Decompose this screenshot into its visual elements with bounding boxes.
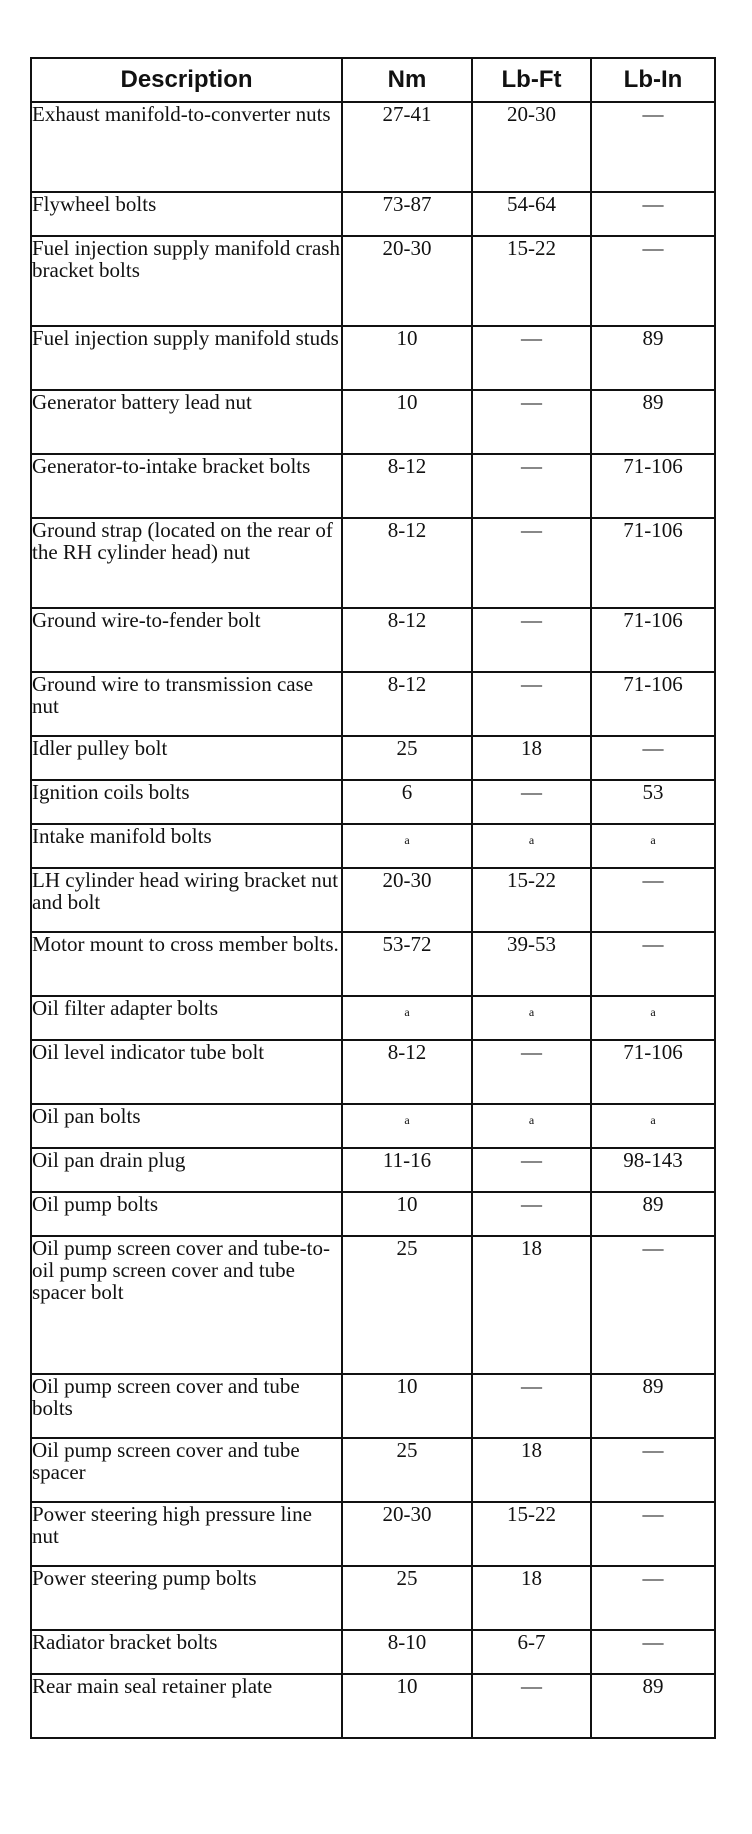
footnote-mark: a — [528, 1113, 535, 1127]
nm-cell: 10 — [342, 1374, 472, 1438]
description-cell: Power steering pump bolts — [31, 1566, 342, 1630]
table-row — [31, 518, 715, 608]
description-cell: Oil pump screen cover and tube bolts — [31, 1374, 342, 1438]
nm-cell: 25 — [342, 1566, 472, 1630]
description-cell: Oil filter adapter bolts — [31, 996, 342, 1040]
description-cell: Oil pan drain plug — [31, 1148, 342, 1192]
description-cell: Ground wire-to-fender bolt — [31, 608, 342, 672]
nm-cell: 10 — [342, 326, 472, 390]
table-row — [31, 390, 715, 454]
nm-cell: 53-72 — [342, 932, 472, 996]
footnote-mark: a — [650, 1113, 656, 1127]
table-row — [31, 326, 715, 390]
table-row — [31, 672, 715, 736]
description-cell: Power steering high pressure line nut — [31, 1502, 342, 1566]
lbft-cell — [472, 1104, 591, 1148]
nm-cell: 20-30 — [342, 236, 472, 326]
nm-cell: 25 — [342, 1236, 472, 1374]
nm-cell: 10 — [342, 390, 472, 454]
lbin-cell: 89 — [591, 326, 715, 390]
lbin-cell: — — [591, 236, 715, 326]
lbin-cell: 71-106 — [591, 608, 715, 672]
nm-cell: 10 — [342, 1192, 472, 1236]
lbft-cell: 15-22 — [472, 236, 591, 326]
footnote-mark: a — [650, 833, 656, 847]
description-cell: Ground wire to transmission case nut — [31, 672, 342, 736]
table-row — [31, 1374, 715, 1438]
lbft-cell: 54-64 — [472, 192, 591, 236]
table-row — [31, 868, 715, 932]
lbin-cell: 89 — [591, 1674, 715, 1738]
table-row — [31, 1438, 715, 1502]
header-lbft: Lb-Ft — [472, 58, 591, 102]
description-cell: Ignition coils bolts — [31, 780, 342, 824]
lbft-cell: — — [472, 518, 591, 608]
table-row — [31, 1674, 715, 1738]
lbft-cell: — — [472, 1374, 591, 1438]
lbin-cell: — — [591, 868, 715, 932]
nm-cell: 8-12 — [342, 518, 472, 608]
lbft-cell: — — [472, 1148, 591, 1192]
nm-cell: 25 — [342, 1438, 472, 1502]
nm-cell: 8-10 — [342, 1630, 472, 1674]
nm-cell: 8-12 — [342, 608, 472, 672]
table-row — [31, 102, 715, 192]
description-cell: Generator battery lead nut — [31, 390, 342, 454]
lbin-cell: — — [591, 1566, 715, 1630]
lbft-cell: — — [472, 608, 591, 672]
footnote-mark: a — [404, 833, 410, 847]
table-row — [31, 1104, 715, 1148]
table-row — [31, 1040, 715, 1104]
nm-cell: 6 — [342, 780, 472, 824]
lbin-cell: 71-106 — [591, 518, 715, 608]
header-lbin: Lb-In — [591, 58, 715, 102]
lbft-cell: — — [472, 780, 591, 824]
description-cell: Oil pan bolts — [31, 1104, 342, 1148]
nm-cell: 10 — [342, 1674, 472, 1738]
nm-cell — [342, 824, 472, 868]
lbin-cell: — — [591, 932, 715, 996]
table-row — [31, 824, 715, 868]
table-row — [31, 932, 715, 996]
table-row — [31, 1148, 715, 1192]
description-cell: Idler pulley bolt — [31, 736, 342, 780]
lbft-cell: 6-7 — [472, 1630, 591, 1674]
lbin-cell: 98-143 — [591, 1148, 715, 1192]
lbft-cell: — — [472, 390, 591, 454]
description-cell: Exhaust manifold-to-converter nuts — [31, 102, 342, 192]
table-row — [31, 1630, 715, 1674]
lbft-cell: 15-22 — [472, 1502, 591, 1566]
nm-cell: 8-12 — [342, 454, 472, 518]
lbft-cell: 39-53 — [472, 932, 591, 996]
lbin-cell: — — [591, 736, 715, 780]
lbin-cell: 53 — [591, 780, 715, 824]
table-header-row — [31, 58, 715, 102]
lbin-cell: — — [591, 1236, 715, 1374]
lbin-cell: — — [591, 1438, 715, 1502]
table-row — [31, 236, 715, 326]
lbin-cell — [591, 996, 715, 1040]
description-cell: Fuel injection supply manifold crash bracket bolts — [31, 236, 342, 326]
nm-cell — [342, 996, 472, 1040]
table-row — [31, 608, 715, 672]
footnote-mark: a — [404, 1005, 410, 1019]
lbft-cell: 20-30 — [472, 102, 591, 192]
description-cell: Flywheel bolts — [31, 192, 342, 236]
table-row — [31, 1566, 715, 1630]
nm-cell: 27-41 — [342, 102, 472, 192]
lbft-cell: — — [472, 454, 591, 518]
description-cell: Ground strap (located on the rear of the RH cylinder head) nut — [31, 518, 342, 608]
torque-spec-table — [30, 57, 716, 1739]
table-body — [31, 102, 715, 1738]
lbin-cell: 89 — [591, 390, 715, 454]
nm-cell: 73-87 — [342, 192, 472, 236]
footnote-mark: a — [404, 1113, 410, 1127]
lbft-cell — [472, 824, 591, 868]
description-cell: Oil pump screen cover and tube spacer — [31, 1438, 342, 1502]
lbin-cell: — — [591, 1630, 715, 1674]
table-row — [31, 736, 715, 780]
lbin-cell: 89 — [591, 1374, 715, 1438]
table-row — [31, 1236, 715, 1374]
lbin-cell: — — [591, 192, 715, 236]
lbft-cell: — — [472, 1674, 591, 1738]
lbin-cell — [591, 824, 715, 868]
lbft-cell — [472, 996, 591, 1040]
nm-cell — [342, 1104, 472, 1148]
description-cell: Generator-to-intake bracket bolts — [31, 454, 342, 518]
table-row — [31, 1502, 715, 1566]
lbft-cell: 18 — [472, 1236, 591, 1374]
nm-cell: 25 — [342, 736, 472, 780]
lbin-cell: — — [591, 102, 715, 192]
description-cell: LH cylinder head wiring bracket nut and bolt — [31, 868, 342, 932]
description-cell: Intake manifold bolts — [31, 824, 342, 868]
lbft-cell: 18 — [472, 1438, 591, 1502]
table-row — [31, 996, 715, 1040]
description-cell: Rear main seal retainer plate — [31, 1674, 342, 1738]
lbft-cell: 18 — [472, 736, 591, 780]
footnote-mark: a — [528, 833, 535, 847]
lbin-cell: — — [591, 1502, 715, 1566]
lbin-cell: 71-106 — [591, 454, 715, 518]
lbft-cell: — — [472, 672, 591, 736]
lbin-cell — [591, 1104, 715, 1148]
nm-cell: 8-12 — [342, 672, 472, 736]
description-cell: Radiator bracket bolts — [31, 1630, 342, 1674]
lbft-cell: — — [472, 1040, 591, 1104]
table-row — [31, 1192, 715, 1236]
header-nm: Nm — [342, 58, 472, 102]
description-cell: Fuel injection supply manifold studs — [31, 326, 342, 390]
lbft-cell: — — [472, 1192, 591, 1236]
table-row — [31, 192, 715, 236]
description-cell: Oil pump bolts — [31, 1192, 342, 1236]
lbft-cell: — — [472, 326, 591, 390]
nm-cell: 11-16 — [342, 1148, 472, 1192]
nm-cell: 8-12 — [342, 1040, 472, 1104]
lbft-cell: 18 — [472, 1566, 591, 1630]
nm-cell: 20-30 — [342, 868, 472, 932]
lbin-cell: 71-106 — [591, 672, 715, 736]
nm-cell: 20-30 — [342, 1502, 472, 1566]
torque-spec-sheet — [30, 57, 714, 1739]
header-description: Description — [31, 58, 342, 102]
lbin-cell: 89 — [591, 1192, 715, 1236]
lbft-cell: 15-22 — [472, 868, 591, 932]
table-row — [31, 454, 715, 518]
footnote-mark: a — [528, 1005, 535, 1019]
description-cell: Oil level indicator tube bolt — [31, 1040, 342, 1104]
description-cell: Oil pump screen cover and tube-to-oil pump screen cover and tube spacer bolt — [31, 1236, 342, 1374]
description-cell: Motor mount to cross member bolts. — [31, 932, 342, 996]
lbin-cell: 71-106 — [591, 1040, 715, 1104]
footnote-mark: a — [650, 1005, 656, 1019]
table-row — [31, 780, 715, 824]
